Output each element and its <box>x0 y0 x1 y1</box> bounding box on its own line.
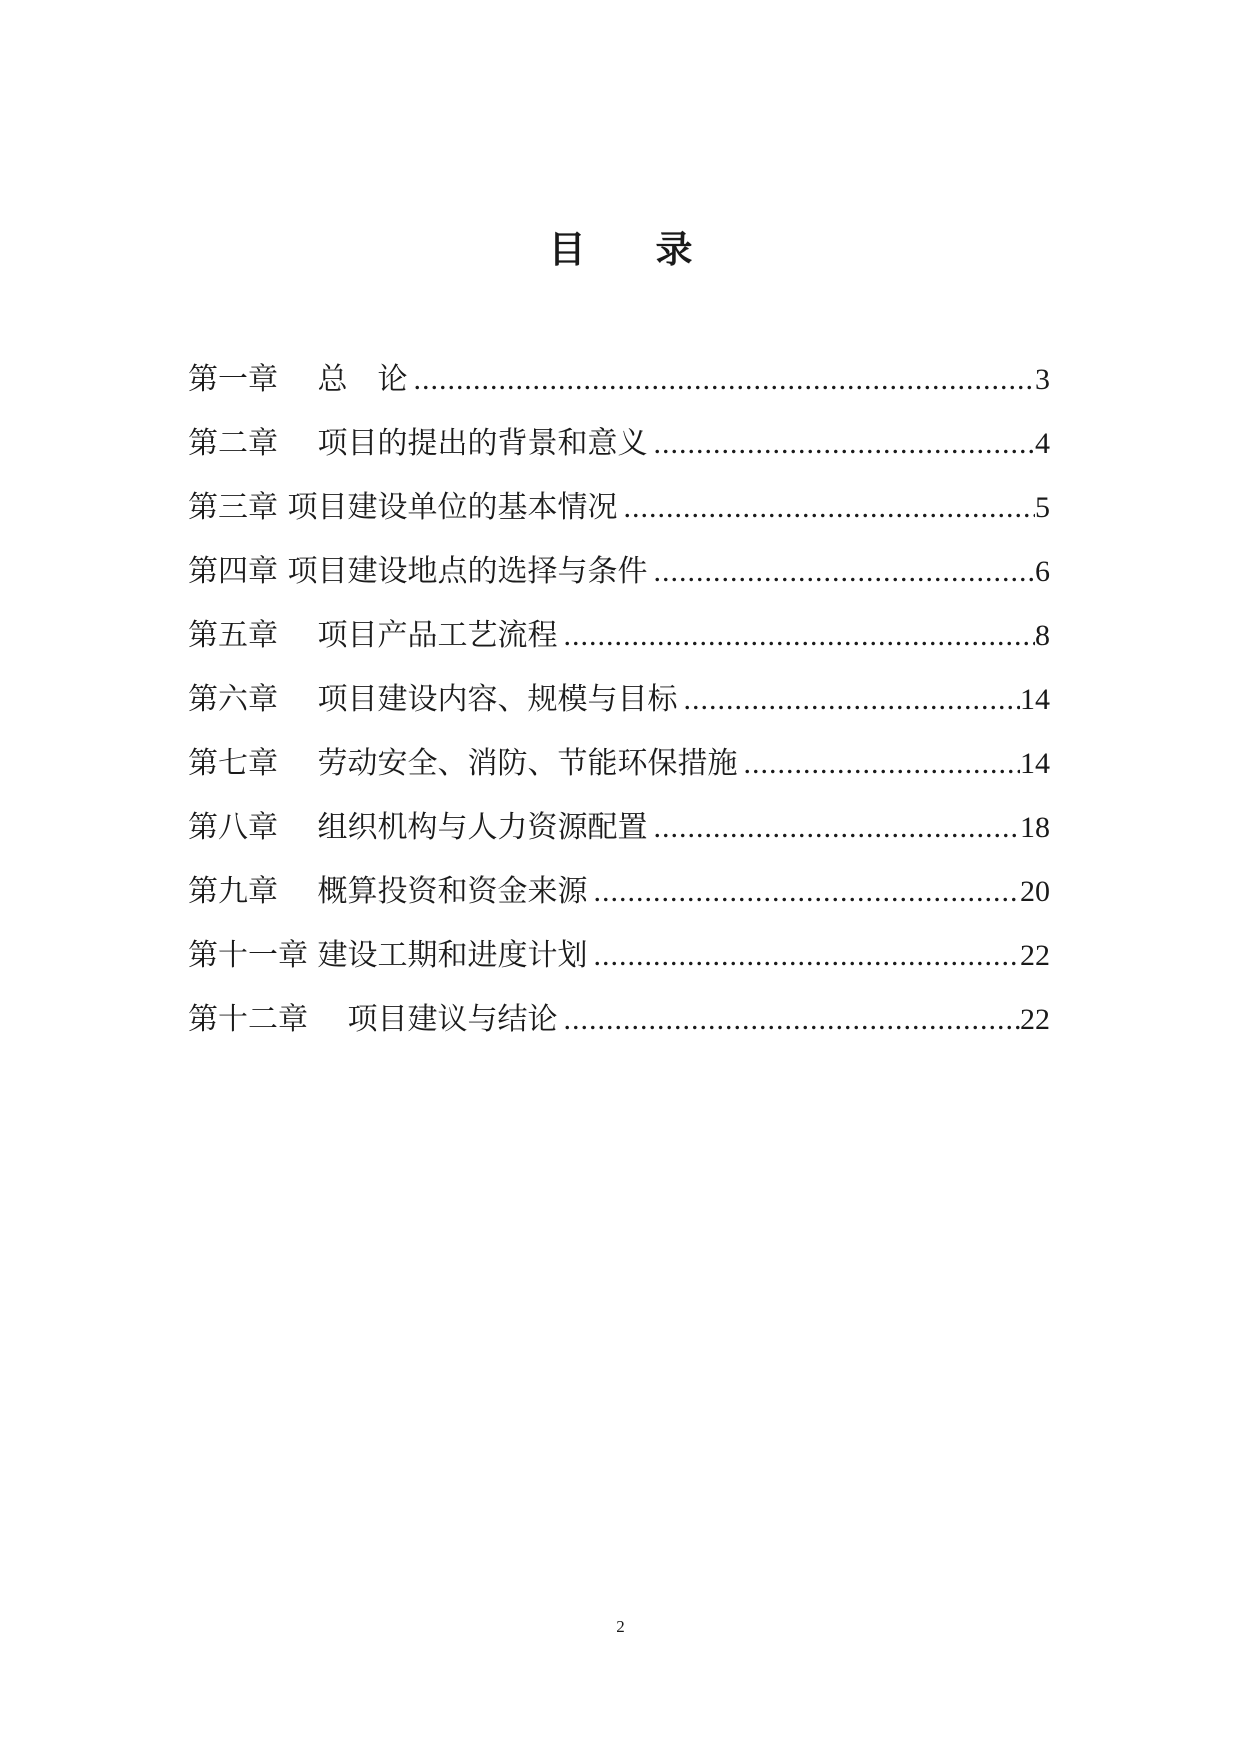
toc-entry-label: 第四章 项目建设地点的选择与条件 <box>188 554 648 589</box>
toc-entry-page: 18 <box>1020 811 1050 844</box>
toc-entry-page: 6 <box>1035 555 1050 588</box>
toc-entry-chapter-4[interactable] <box>188 548 1050 612</box>
toc-entry-chapter-6[interactable] <box>188 676 1050 740</box>
dot-leader <box>684 676 1020 724</box>
dot-leader <box>654 548 1035 596</box>
toc-entry-page: 14 <box>1020 747 1050 780</box>
toc-entry-chapter-3[interactable] <box>188 484 1050 548</box>
toc-list <box>188 356 1050 1060</box>
toc-entry-chapter-11[interactable] <box>188 932 1050 996</box>
dot-leader <box>654 804 1020 852</box>
toc-entry-chapter-7[interactable] <box>188 740 1050 804</box>
toc-entry-chapter-5[interactable] <box>188 612 1050 676</box>
toc-entry-label: 第七章 劳动安全、消防、节能环保措施 <box>188 746 738 781</box>
toc-entry-page: 20 <box>1020 875 1050 908</box>
dot-leader <box>564 996 1020 1044</box>
toc-entry-chapter-12[interactable] <box>188 996 1050 1060</box>
toc-entry-label: 第六章 项目建设内容、规模与目标 <box>188 682 678 717</box>
toc-entry-page: 8 <box>1035 619 1050 652</box>
toc-entry-label: 第十二章 项目建议与结论 <box>188 1002 558 1037</box>
toc-entry-page: 5 <box>1035 491 1050 524</box>
toc-entry-label: 第五章 项目产品工艺流程 <box>188 618 558 653</box>
dot-leader <box>594 868 1020 916</box>
toc-entry-chapter-2[interactable] <box>188 420 1050 484</box>
toc-entry-page: 3 <box>1035 363 1050 396</box>
toc-entry-label: 第十一章 建设工期和进度计划 <box>188 938 588 973</box>
toc-entry-chapter-9[interactable] <box>188 868 1050 932</box>
toc-entry-page: 22 <box>1020 939 1050 972</box>
page-number: 2 <box>616 1617 625 1636</box>
toc-title-part1: 目 <box>548 227 586 271</box>
toc-entry-page: 4 <box>1035 427 1050 460</box>
dot-leader <box>564 612 1035 660</box>
toc-entry-label: 第九章 概算投资和资金来源 <box>188 874 588 909</box>
dot-leader <box>624 484 1035 532</box>
toc-title-part2: 录 <box>655 227 693 271</box>
toc-entry-label: 第三章 项目建设单位的基本情况 <box>188 490 618 525</box>
toc-entry-chapter-1[interactable] <box>188 356 1050 420</box>
dot-leader <box>654 420 1035 468</box>
toc-entry-label: 第八章 组织机构与人力资源配置 <box>188 810 648 845</box>
toc-entry-label: 第二章 项目的提出的背景和意义 <box>188 426 648 461</box>
toc-entry-page: 22 <box>1020 1003 1050 1036</box>
toc-entry-label: 第一章 总 论 <box>188 362 408 397</box>
dot-leader <box>414 356 1035 404</box>
toc-title <box>0 224 1241 274</box>
toc-entry-page: 14 <box>1020 683 1050 716</box>
toc-entry-chapter-8[interactable] <box>188 804 1050 868</box>
dot-leader <box>744 740 1020 788</box>
dot-leader <box>594 932 1020 980</box>
